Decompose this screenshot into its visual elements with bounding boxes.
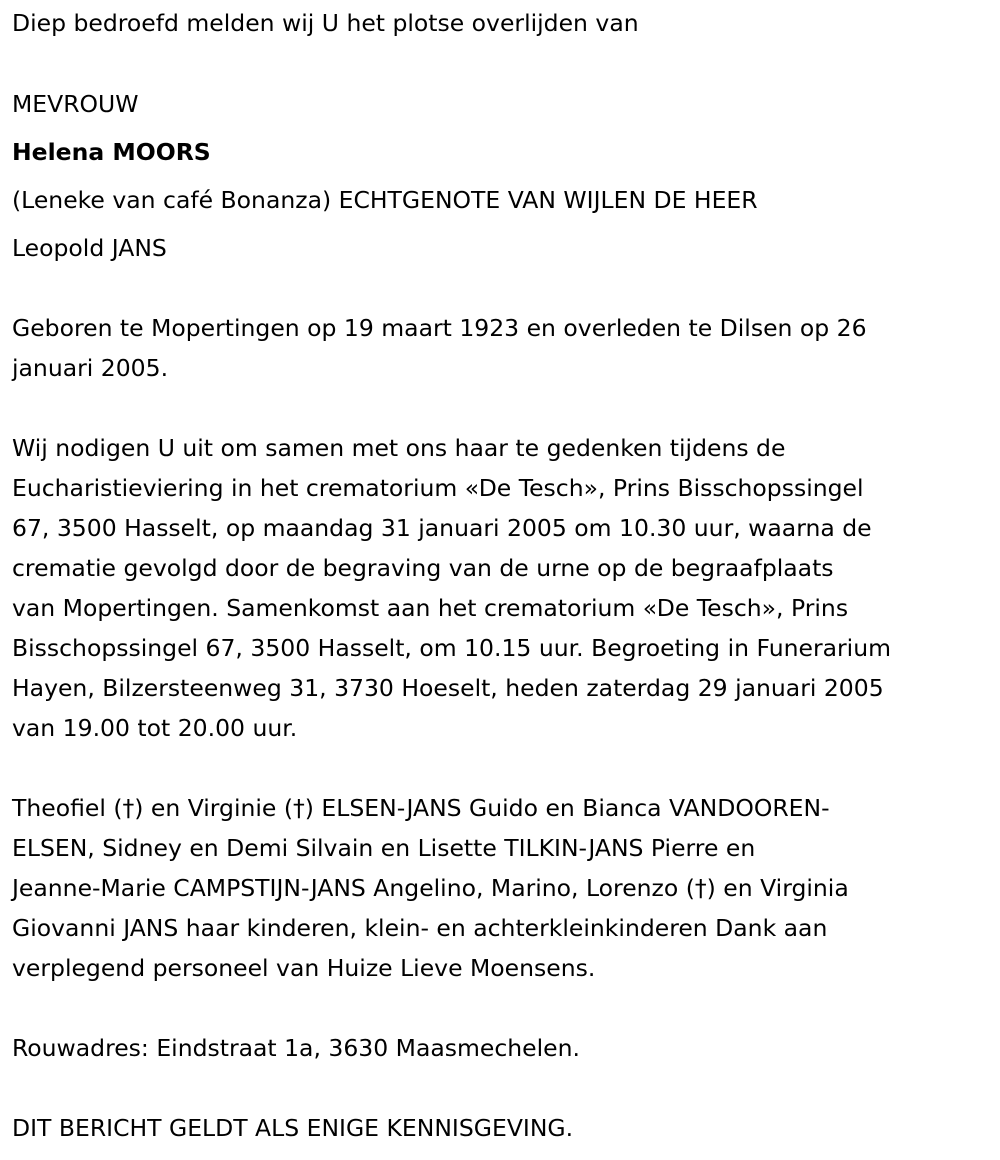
ceremony-line: van Mopertingen. Samenkomst aan het crematorium «De Tesch», Prins bbox=[12, 594, 849, 622]
ceremony-line: 67, 3500 Hasselt, op maandag 31 januari 2005 om 10.30 uur, waarna de bbox=[12, 514, 872, 542]
intro-text: Diep bedroefd melden wij U het plotse overlijden van bbox=[12, 9, 639, 37]
family-line: ELSEN, Sidney en Demi Silvain en Lisette TILKIN-JANS Pierre en bbox=[12, 834, 756, 862]
family-line: Jeanne-Marie CAMPSTIJN-JANS Angelino, Marino, Lorenzo (†) en Virginia bbox=[12, 874, 849, 902]
ceremony-line: Bisschopssingel 67, 3500 Hasselt, om 10.15 uur. Begroeting in Funerarium bbox=[12, 634, 891, 662]
mourning-address: Rouwadres: Eindstraat 1a, 3630 Maasmechelen. bbox=[12, 1034, 580, 1062]
family-line: Giovanni JANS haar kinderen, klein- en achterkleinkinderen Dank aan bbox=[12, 914, 828, 942]
birth-death-line: januari 2005. bbox=[12, 354, 169, 382]
ceremony-line: Wij nodigen U uit om samen met ons haar te gedenken tijdens de bbox=[12, 434, 786, 462]
nickname-spouse-text: (Leneke van café Bonanza) ECHTGENOTE VAN WIJLEN DE HEER bbox=[12, 186, 758, 214]
family-line: Theofiel (†) en Virginie (†) ELSEN-JANS Guido en Bianca VANDOOREN- bbox=[12, 794, 830, 822]
ceremony-line: Hayen, Bilzersteenweg 31, 3730 Hoeselt, heden zaterdag 29 januari 2005 bbox=[12, 674, 884, 702]
spouse-name: Leopold JANS bbox=[12, 234, 167, 262]
ceremony-line: crematie gevolgd door de begraving van de urne op de begraafplaats bbox=[12, 554, 834, 582]
birth-death-line: Geboren te Mopertingen op 19 maart 1923 en overleden te Dilsen op 26 bbox=[12, 314, 867, 342]
closing-statement: DIT BERICHT GELDT ALS ENIGE KENNISGEVING. bbox=[12, 1114, 574, 1142]
ceremony-line: Eucharistieviering in het crematorium «De Tesch», Prins Bisschopssingel bbox=[12, 474, 864, 502]
title-text: MEVROUW bbox=[12, 90, 139, 118]
ceremony-line: van 19.00 tot 20.00 uur. bbox=[12, 714, 298, 742]
family-line: verplegend personeel van Huize Lieve Moensens. bbox=[12, 954, 596, 982]
deceased-name: Helena MOORS bbox=[12, 138, 211, 166]
